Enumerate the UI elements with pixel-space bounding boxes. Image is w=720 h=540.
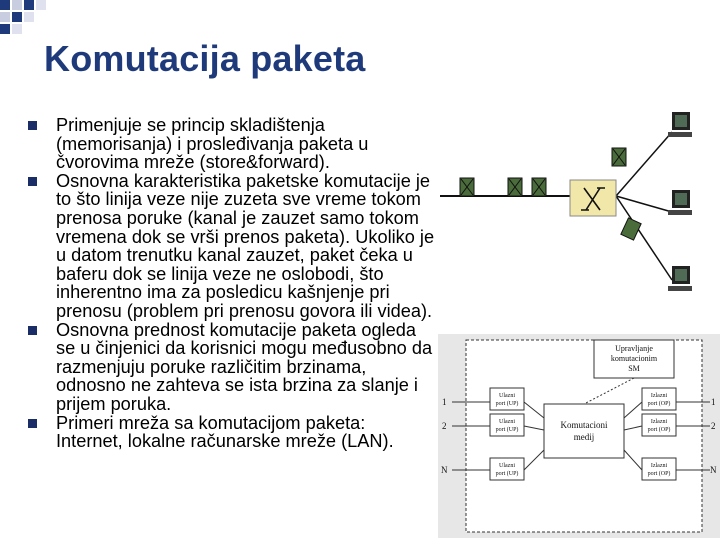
output-port-box — [642, 388, 676, 410]
square-bullet-icon — [28, 121, 37, 130]
packet-icon — [612, 148, 626, 166]
bullet-text: Primeri mreža sa komutacijom paketa: Internet, lokalne računarske mreže (LAN). — [56, 412, 394, 452]
slide-title: Komutacija paketa — [44, 38, 366, 79]
packet-icon — [532, 178, 546, 196]
bullet-item — [26, 116, 436, 172]
svg-text:port (UP): port (UP) — [495, 427, 519, 433]
output-port-box — [642, 414, 676, 436]
svg-text:port (UP): port (UP) — [495, 471, 519, 477]
svg-text:Izlazni: Izlazni — [650, 393, 668, 399]
port-index-label: N — [710, 465, 717, 475]
svg-text:port (UP): port (UP) — [495, 401, 519, 407]
port-index-label: N — [441, 465, 448, 475]
svg-text:Izlazni: Izlazni — [650, 463, 668, 469]
fabric-label: medij — [573, 432, 595, 442]
square-bullet-icon — [28, 326, 37, 335]
bullet-item — [26, 172, 436, 321]
switch-node-icon — [570, 180, 616, 216]
control-unit-box — [594, 340, 674, 378]
svg-text:Ulazni: Ulazni — [499, 463, 515, 469]
control-label: SM — [628, 364, 640, 373]
bullet-text: Primenjuje se princip skladištenja (memorisanja) i prosleđivanja paketa u čvorovima mreže (store&forward). — [56, 115, 369, 173]
svg-text:port (OP): port (OP) — [647, 401, 671, 407]
corner-decoration — [0, 0, 60, 40]
fabric-label: Komutacioni — [560, 420, 608, 430]
switch-fabric-box — [544, 404, 624, 458]
svg-text:port (OP): port (OP) — [647, 471, 671, 477]
packet-icon — [508, 178, 522, 196]
svg-text:Izlazni: Izlazni — [650, 419, 668, 425]
link-line — [616, 196, 672, 280]
control-label: komutacionim — [610, 354, 658, 363]
svg-text:Ulazni: Ulazni — [499, 419, 515, 425]
port-index-label: 1 — [442, 397, 447, 407]
bullet-item — [26, 321, 436, 414]
packet-icon — [460, 178, 474, 196]
port-index-label: 1 — [711, 397, 716, 407]
square-bullet-icon — [28, 177, 37, 186]
output-port-box — [642, 458, 676, 480]
packet-network-diagram — [440, 100, 720, 300]
svg-text:Ulazni: Ulazni — [499, 393, 515, 399]
bullet-list — [26, 116, 436, 451]
bullet-text: Osnovna karakteristika paketske komutacije je to što linija veze nije zuzeta sve vreme tokom prenosa poruke (kanal je zauzet samo tokom vremena dok se vrši prenos paketa). Ukoliko je u datom trenutku kanal zauzet, paket čeka u baferu dok se linija veze ne oslobodi, što inherentno ima za posledicu kašnjenje pri prenosu (problem pri prenosu govora ili videa). — [56, 170, 435, 321]
port-index-label: 2 — [442, 421, 447, 431]
svg-text:port (OP): port (OP) — [647, 427, 671, 433]
packet-icon — [621, 218, 641, 240]
packet-switch-diagram — [438, 334, 720, 538]
bullet-text: Osnovna prednost komutacije paketa ogleda se u činjenici da korisnici mogu međusobno da razmenjuju poruke različitim brzinama, odnosno ne zahteva se ista brzina za slanje i prijem poruka. — [56, 319, 433, 414]
port-index-label: 2 — [711, 421, 716, 431]
input-port-box — [490, 458, 524, 480]
input-port-box — [490, 414, 524, 436]
computer-icon — [668, 112, 692, 137]
square-bullet-icon — [28, 419, 37, 428]
bullet-item — [26, 414, 436, 451]
input-port-box — [490, 388, 524, 410]
computer-icon — [668, 190, 692, 215]
control-label: Upravljanje — [615, 344, 653, 353]
